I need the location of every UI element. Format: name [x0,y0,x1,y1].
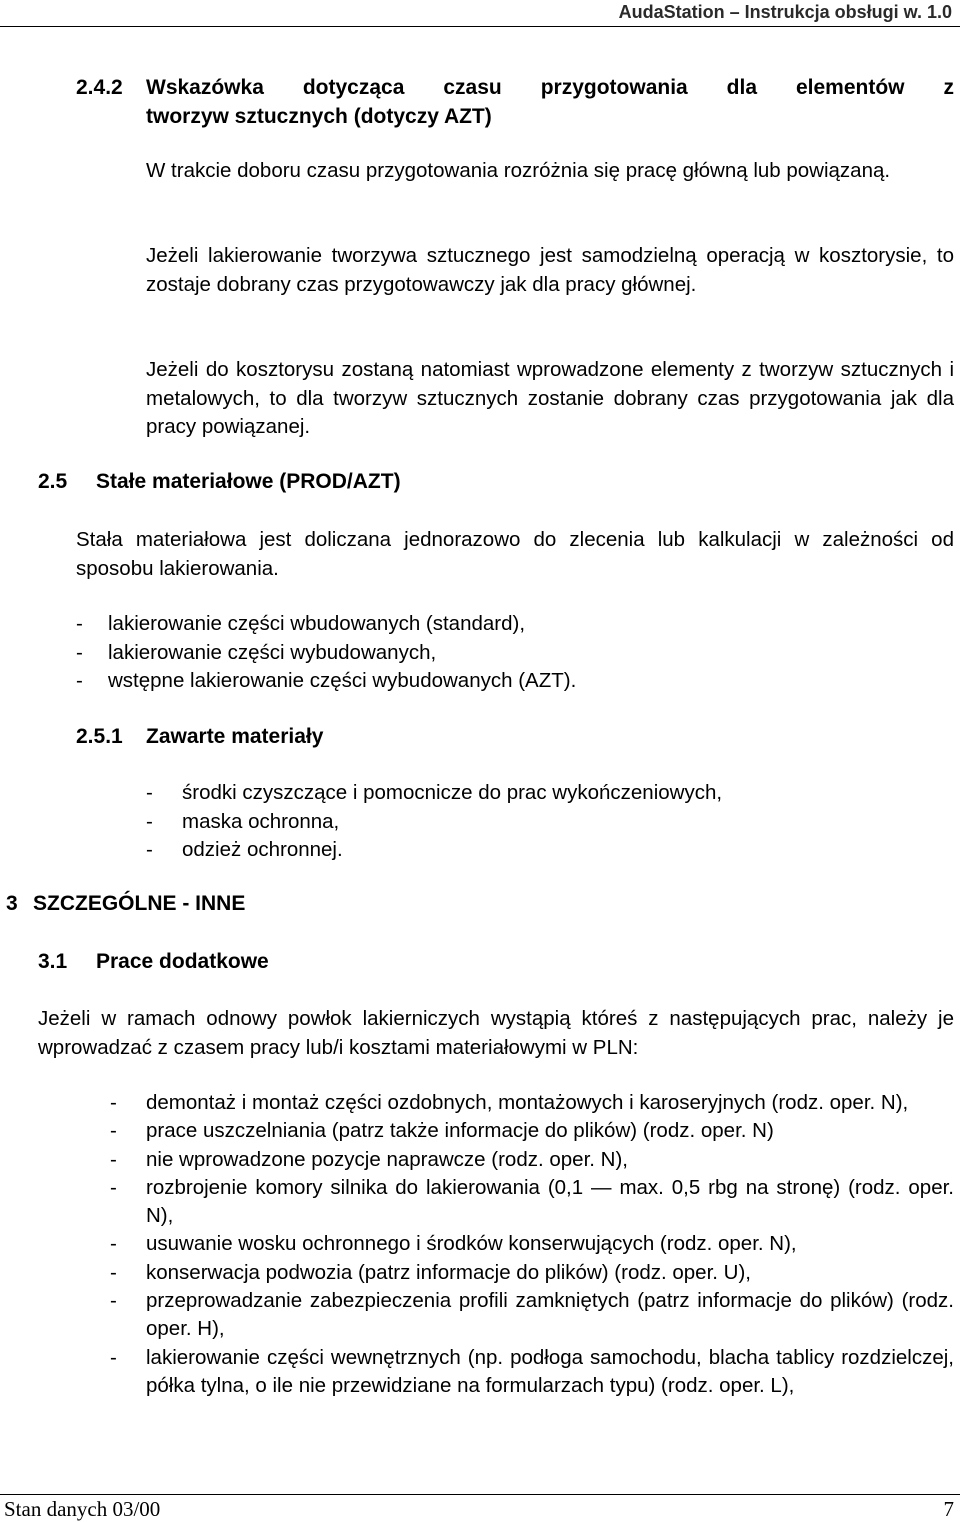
dash: - [76,612,83,635]
section-title: SZCZEGÓLNE - INNE [33,892,246,915]
paragraph: Jeżeli lakierowanie tworzywa sztucznego jest samodzielną operacją w kosztorysie, to zostaje dobrany czas przygotowawczy jak dla pracy głównej. [146,244,954,296]
heading-line-2: tworzyw sztucznych (dotyczy AZT) [146,105,492,128]
list-item-text: środki czyszczące i pomocnicze do prac wykończeniowych, [182,781,723,804]
list-item [76,639,954,668]
bullet-list [110,1089,954,1400]
section-number: 2.5 [38,470,68,493]
footer-rule [0,1494,960,1495]
section-3-1-heading [38,947,269,976]
section-3-heading [6,889,245,918]
list-item-text: prace uszczelniania (patrz także informacje do plików) (rodz. oper. N) [146,1119,774,1143]
dash: - [76,669,83,692]
list-item [110,1117,954,1145]
dash: - [146,809,153,833]
dash: - [76,640,83,664]
dash: - [110,1175,117,1199]
list-item-text: konserwacja podwozia (patrz informacje do plików) (rodz. oper. U), [146,1260,752,1284]
dash: - [110,1232,117,1256]
section-title: Stałe materiałowe (PROD/AZT) [96,470,401,493]
section-title: Zawarte materiały [146,725,324,748]
list-item [110,1146,954,1174]
bullet-list [76,610,954,696]
dash: - [110,1289,117,1313]
paragraph: Jeżeli do kosztorysu zostaną natomiast wprowadzone elementy z tworzyw sztucznych i metalowych, to dla tworzyw sztucznych zostanie dobrany czas przygotowania jak dla pracy powiązanej. [146,358,954,438]
list-item-text: usuwanie wosku ochronnego i środków konserwujących (rodz. oper. N), [146,1232,797,1256]
list-item [146,836,954,865]
list-item [76,610,954,639]
page-number: 7 [943,1497,954,1521]
list-item [110,1287,954,1344]
list-item [110,1259,954,1287]
dash: - [110,1147,117,1171]
dash: - [146,838,153,861]
list-item-text: przeprowadzanie zabezpieczenia profili zamkniętych (patrz informacje do plików) (rodz. oper. H), [146,1289,954,1341]
dash: - [146,781,153,804]
list-item [110,1089,954,1117]
list-item [146,808,954,837]
list-item-text: lakierowanie części wbudowanych (standard), [108,612,526,635]
section-number: 3.1 [38,950,68,973]
section-2-5-1-heading [76,722,323,751]
list-item [76,667,954,696]
list-item-text: demontaż i montaż części ozdobnych, montażowych i karoseryjnych (rodz. oper. N), [146,1091,909,1114]
dash: - [110,1119,117,1143]
list-item-text: lakierowanie części wewnętrznych (np. podłoga samochodu, blacha tablicy rozdzielczej, półka tylna, o ile nie przewidziane na formularzach typu) (rodz. oper. L), [146,1345,954,1397]
list-item-text: rozbrojenie komory silnika do lakierowania (0,1 — max. 0,5 rbg na stronę) (rodz. oper. N), [146,1175,954,1228]
bullet-list [146,779,954,865]
heading-line-1: Wskazówka dotycząca czasu przygotowania dla elementów z [146,76,954,99]
list-item [110,1344,954,1401]
section-number: 2.5.1 [76,725,123,748]
list-item-text: nie wprowadzone pozycje naprawcze (rodz. oper. N), [146,1147,628,1171]
section-2-5-heading [38,467,401,496]
list-item-text: wstępne lakierowanie części wybudowanych (AZT). [108,669,577,692]
list-item [146,779,954,808]
paragraph: Jeżeli w ramach odnowy powłok lakierniczych wystąpią któreś z następujących prac, należy je wprowadzać z czasem pracy lub/i kosztami materiałowymi w PLN: [38,1007,954,1059]
list-item [110,1174,954,1231]
header-rule [0,26,960,27]
section-title: Prace dodatkowe [96,950,269,973]
list-item [110,1230,954,1258]
list-item-text: odzież ochronnej. [182,838,343,861]
section-number: 2.4.2 [76,76,123,99]
footer-date: Stan danych 03/00 [4,1497,161,1521]
dash: - [110,1091,117,1114]
dash: - [110,1260,117,1284]
section-number: 3 [6,892,18,915]
list-item-text: maska ochronna, [182,809,340,833]
dash: - [110,1345,117,1369]
list-item-text: lakierowanie części wybudowanych, [108,640,437,664]
paragraph: W trakcie doboru czasu przygotowania rozróżnia się pracę główną lub powiązaną. [146,159,891,182]
paragraph: Stała materiałowa jest doliczana jednorazowo do zlecenia lub kalkulacji w zależności od sposobu lakierowania. [76,528,954,580]
running-header: AudaStation – Instrukcja obsługi w. 1.0 [618,2,952,22]
section-2-4-2-heading [76,73,954,131]
